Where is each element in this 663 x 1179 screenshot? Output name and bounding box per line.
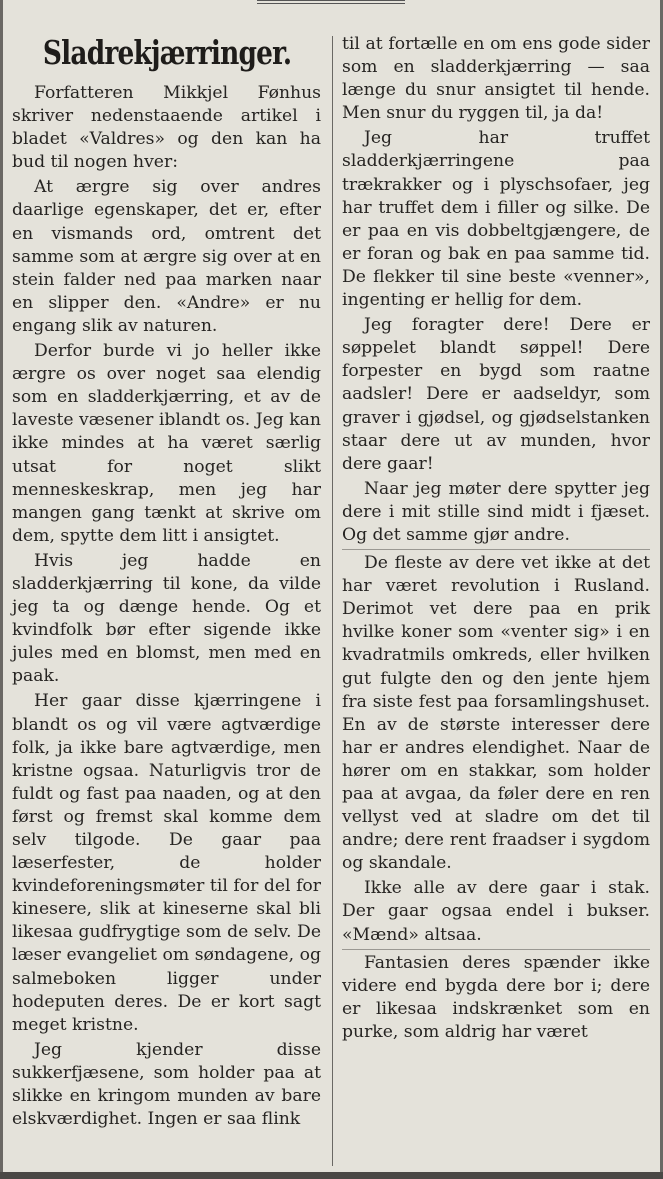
right-column bbox=[342, 33, 650, 1046]
paragraph: til at fortælle en om ens gode sider som en sladderkjærring — saa længe du snur ansigtet til hende. Men snur du ryggen til, ja da! bbox=[342, 34, 650, 124]
article-title: Sladrekjærringer. bbox=[42, 33, 292, 72]
top-rule bbox=[257, 0, 405, 4]
paragraph: Her gaar disse kjærringene i blandt os og vil være agtværdige folk, ja ikke bare agtværdige, men kristne ogsaa. Naturligvis tror de fuldt og fast paa naaden, og at den først og fremst skal komme dem selv tilgode. De gaar paa læserfester, de holder kvindeforeningsmøter til for del for kinesere, slik at kineserne skal bli likesaa gudfrygtige som de selv. De læser evangeliet om søndagene, og salmeboken ligger under hodeputen deres. De er kort sagt meget kristne. bbox=[12, 691, 321, 1035]
column-divider bbox=[332, 36, 333, 1166]
paragraph: Jeg foragter dere! Dere er søppelet blandt søppel! Dere forpester en bygd som raatne aadsler! Dere er aadseldyr, som graver i gjødsel, og gjødselstanken staar dere ut av munden, hvor dere gaar! bbox=[342, 315, 650, 474]
paragraph: Jeg har truffet sladderkjærringene paa trækrakker og i plyschsofaer, jeg har truffet dem i filler og silke. De er paa en vis dobbeltgjængere, de er foran og bak en paa samme tid. De flekker til sine beste «venner», ingenting er hellig for dem. bbox=[342, 128, 650, 311]
left-column bbox=[12, 30, 321, 1133]
paragraph: Forfatteren Mikkjel Fønhus skriver nedenstaaende artikel i bladet «Valdres» og den kan ha bud til nogen hver: bbox=[12, 83, 321, 173]
page-edge-left bbox=[0, 0, 3, 1179]
paragraph: Naar jeg møter dere spytter jeg dere i mit stille sind midt i fjæset. Og det samme gjør andre. bbox=[342, 478, 650, 545]
paragraph: Ikke alle av dere gaar i stak. Der gaar ogsaa endel i bukser. «Mænd» altsaa. bbox=[342, 878, 650, 945]
page-edge-bottom bbox=[0, 1172, 663, 1179]
paragraph: Hvis jeg hadde en sladderkjærring til kone, da vilde jeg ta og dænge hende. Og et kvindfolk bør efter sigende ikke jules med en blomst, men med en paak. bbox=[12, 550, 321, 687]
paragraph: Jeg kjender disse sukkerfjæsene, som holder paa at slikke en kringom munden av bare elskværdighet. Ingen er saa flink bbox=[12, 1039, 321, 1130]
paragraph: At ærgre sig over andres daarlige egenskaper, det er, efter en vismands ord, omtrent det samme som at ærgre sig over at en stein falder ned paa marken naar en slipper den. «Andre» er nu engang slik av naturen. bbox=[12, 177, 321, 336]
paragraph: De fleste av dere vet ikke at det har været revolution i Rusland. Derimot vet dere paa en prik hvilke koner som «venter sig» i en kvadratmils omkreds, eller hvilken gut fulgte den og den jente hjem fra siste fest paa forsamlingshuset. En av de største interesser dere har er andres elendighet. Naar de hører om en stakkar, som holder paa at avgaa, da føler dere en ren vellyst ved at sladre om det til andre; dere rent fraadser i sygdom og skandale. bbox=[342, 549, 650, 875]
paragraph: Fantasien deres spænder ikke videre end bygda dere bor i; dere er likesaa indskrænket som en purke, som aldrig har været bbox=[342, 949, 650, 1044]
paragraph: Derfor burde vi jo heller ikke ærgre os over noget saa elendig som en sladderkjærring, et av de laveste væsener iblandt os. Jeg kan ikke mindes at ha været særlig utsat for noget slikt menneskeskrap, men jeg har mangen gang tænkt at skrive om dem, spytte dem litt i ansigtet. bbox=[12, 341, 321, 546]
